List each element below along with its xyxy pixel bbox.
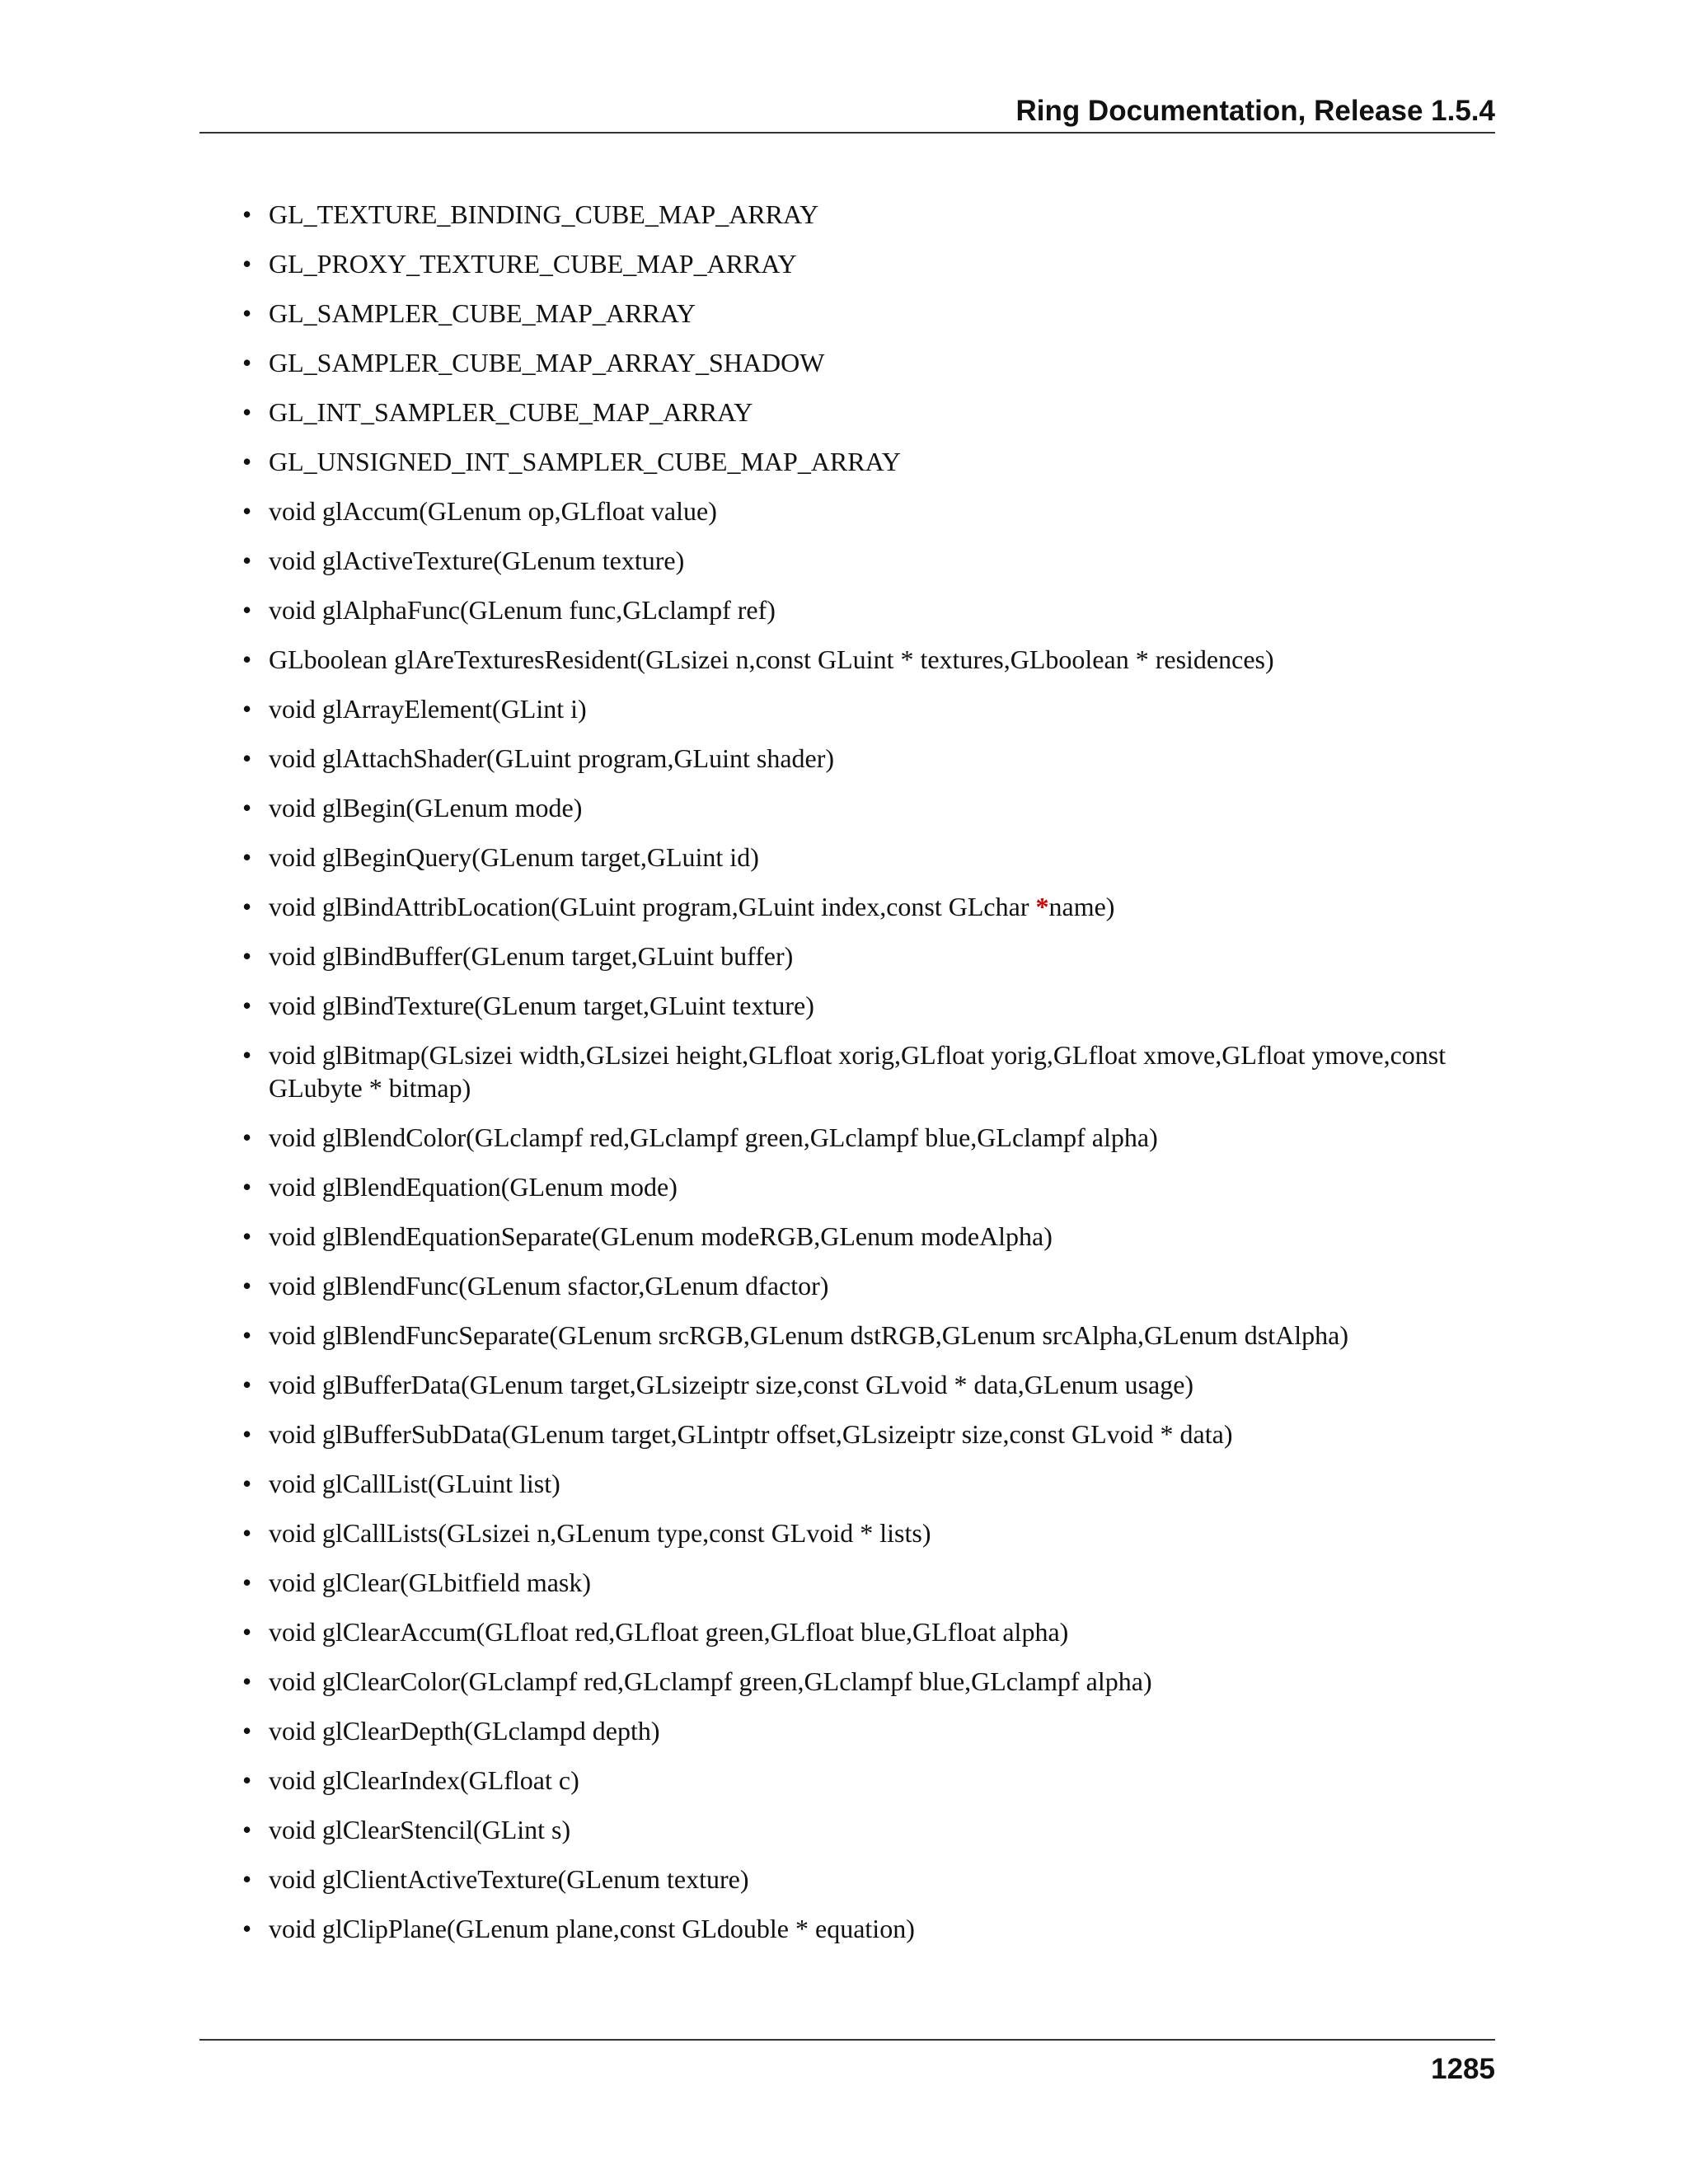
list-item <box>242 1714 1495 1747</box>
bullet-icon: • <box>242 892 252 921</box>
list-item-text: void glBlendFunc(GLenum sfactor,GLenum dfactor) <box>269 1271 829 1301</box>
list-item-text: void glClearStencil(GLint s) <box>269 1815 571 1845</box>
list-item <box>242 1319 1495 1352</box>
list-item-text: void glClearDepth(GLclampd depth) <box>269 1716 660 1746</box>
bullet-icon: • <box>242 1617 252 1647</box>
bullet-icon: • <box>242 1518 252 1549</box>
bullet-icon: • <box>242 447 252 476</box>
list-item-text: void glClear(GLbitfield mask) <box>269 1568 592 1598</box>
list-item <box>242 346 1495 379</box>
list-item <box>242 1038 1495 1104</box>
list-item-text: void glAlphaFunc(GLenum func,GLclampf ref) <box>269 595 776 625</box>
list-item-text: void glBufferData(GLenum target,GLsizeiptr size,const GLvoid * data,GLenum usage) <box>269 1370 1194 1400</box>
page-footer <box>199 2039 1495 2092</box>
highlighted-asterisk: * <box>1035 892 1049 921</box>
list-item <box>242 396 1495 429</box>
bullet-icon: • <box>242 1765 252 1796</box>
list-item-text: void glActiveTexture(GLenum texture) <box>269 546 685 575</box>
bullet-icon: • <box>242 199 252 229</box>
list-item-text <box>269 892 1114 921</box>
bullet-icon: • <box>242 694 252 724</box>
list-item-text: GL_UNSIGNED_INT_SAMPLER_CUBE_MAP_ARRAY <box>269 447 901 476</box>
list-item <box>242 841 1495 874</box>
bullet-icon: • <box>242 1172 252 1202</box>
list-item-text: GL_TEXTURE_BINDING_CUBE_MAP_ARRAY <box>269 199 819 229</box>
list-item-text: GL_INT_SAMPLER_CUBE_MAP_ARRAY <box>269 397 753 427</box>
list-item-text: void glBlendColor(GLclampf red,GLclampf green,GLclampf blue,GLclampf alpha) <box>269 1122 1158 1153</box>
list-item <box>242 940 1495 972</box>
list-item <box>242 247 1495 280</box>
list-item <box>242 1665 1495 1698</box>
bullet-icon: • <box>242 496 252 526</box>
list-item <box>242 1912 1495 1945</box>
list-item <box>242 1615 1495 1648</box>
list-item-text: void glCallList(GLuint list) <box>269 1469 560 1499</box>
list-item-text: void glClearIndex(GLfloat c) <box>269 1765 579 1796</box>
bullet-icon: • <box>242 842 252 872</box>
list-item <box>242 297 1495 330</box>
list-item-text: GL_SAMPLER_CUBE_MAP_ARRAY <box>269 298 696 328</box>
bullet-icon: • <box>242 793 252 823</box>
list-item-text-start: void glBindAttribLocation(GLuint program,GLuint index,const GLchar <box>269 892 1036 921</box>
bullet-icon: • <box>242 991 252 1020</box>
list-item-text: void glBlendEquationSeparate(GLenum modeRGB,GLenum modeAlpha) <box>269 1221 1053 1252</box>
list-item-text: void glCallLists(GLsizei n,GLenum type,const GLvoid * lists) <box>269 1518 931 1549</box>
bullet-icon: • <box>242 941 252 971</box>
list-item-text: void glAttachShader(GLuint program,GLuint shader) <box>269 743 835 773</box>
bullet-icon: • <box>242 1568 252 1598</box>
list-item-text: void glClientActiveTexture(GLenum texture) <box>269 1864 749 1895</box>
list-item <box>242 198 1495 231</box>
bullet-icon: • <box>242 644 252 674</box>
list-item-text: void glBegin(GLenum mode) <box>269 793 583 823</box>
bullet-icon: • <box>242 298 252 328</box>
list-item-text: void glArrayElement(GLint i) <box>269 694 587 724</box>
list-item <box>242 692 1495 725</box>
list-item <box>242 593 1495 626</box>
list-item-text: void glClipPlane(GLenum plane,const GLdouble * equation) <box>269 1914 915 1944</box>
bullet-icon: • <box>242 1815 252 1845</box>
list-item <box>242 1220 1495 1253</box>
bullet-icon: • <box>242 1271 252 1301</box>
bullet-icon: • <box>242 1320 252 1351</box>
bullet-icon: • <box>242 1040 252 1070</box>
bullet-icon: • <box>242 249 252 279</box>
list-item-text: void glBeginQuery(GLenum target,GLuint id) <box>269 842 759 872</box>
bullet-icon: • <box>242 348 252 377</box>
list-item-text: void glBlendFuncSeparate(GLenum srcRGB,GLenum dstRGB,GLenum srcAlpha,GLenum dstAlpha) <box>269 1320 1348 1351</box>
list-item <box>242 1170 1495 1203</box>
list-item-text: GL_PROXY_TEXTURE_CUBE_MAP_ARRAY <box>269 249 797 279</box>
list-item <box>242 1121 1495 1154</box>
bullet-icon: • <box>242 1419 252 1450</box>
bullet-icon: • <box>242 397 252 427</box>
page-number: 1285 <box>1431 2053 1495 2085</box>
bullet-icon: • <box>242 1914 252 1944</box>
list-item <box>242 445 1495 478</box>
list-item-text: void glClearAccum(GLfloat red,GLfloat green,GLfloat blue,GLfloat alpha) <box>269 1617 1069 1647</box>
document-title: Ring Documentation, Release 1.5.4 <box>1015 95 1495 127</box>
list-item <box>242 1566 1495 1599</box>
list-item <box>242 1368 1495 1401</box>
list-item-text: void glBitmap(GLsizei width,GLsizei height,GLfloat xorig,GLfloat yorig,GLfloat xmove,GLfloat ymove,const GLubyte * bitmap) <box>269 1040 1447 1104</box>
bullet-icon: • <box>242 1666 252 1697</box>
list-item <box>242 1863 1495 1896</box>
page-header <box>199 91 1495 134</box>
list-item-text: void glBufferSubData(GLenum target,GLintptr offset,GLsizeiptr size,const GLvoid * data) <box>269 1419 1233 1450</box>
page-content <box>242 198 1495 1961</box>
bullet-icon: • <box>242 1122 252 1153</box>
list-item <box>242 1467 1495 1500</box>
list-item <box>242 643 1495 676</box>
list-item <box>242 1269 1495 1302</box>
list-item-text: void glAccum(GLenum op,GLfloat value) <box>269 496 717 526</box>
list-item-text: GLboolean glAreTexturesResident(GLsizei n,const GLuint * textures,GLboolean * residences) <box>269 644 1274 674</box>
list-item-text-end: name) <box>1048 892 1115 921</box>
list-item-text: void glBindBuffer(GLenum target,GLuint buffer) <box>269 941 794 971</box>
list-item-text: void glClearColor(GLclampf red,GLclampf green,GLclampf blue,GLclampf alpha) <box>269 1666 1152 1697</box>
bullet-icon: • <box>242 546 252 575</box>
bullet-icon: • <box>242 1864 252 1895</box>
function-list <box>242 198 1495 1945</box>
bullet-icon: • <box>242 1716 252 1746</box>
list-item <box>242 890 1495 923</box>
list-item <box>242 791 1495 824</box>
bullet-icon: • <box>242 595 252 625</box>
list-item <box>242 989 1495 1022</box>
list-item-text: void glBindTexture(GLenum target,GLuint texture) <box>269 991 814 1020</box>
list-item-text: void glBlendEquation(GLenum mode) <box>269 1172 678 1202</box>
bullet-icon: • <box>242 1469 252 1499</box>
list-item <box>242 544 1495 577</box>
list-item <box>242 1813 1495 1846</box>
list-item <box>242 494 1495 527</box>
list-item <box>242 742 1495 775</box>
bullet-icon: • <box>242 743 252 773</box>
list-item <box>242 1516 1495 1549</box>
list-item <box>242 1764 1495 1797</box>
bullet-icon: • <box>242 1221 252 1252</box>
bullet-icon: • <box>242 1370 252 1400</box>
list-item <box>242 1418 1495 1451</box>
list-item-text: GL_SAMPLER_CUBE_MAP_ARRAY_SHADOW <box>269 348 825 377</box>
